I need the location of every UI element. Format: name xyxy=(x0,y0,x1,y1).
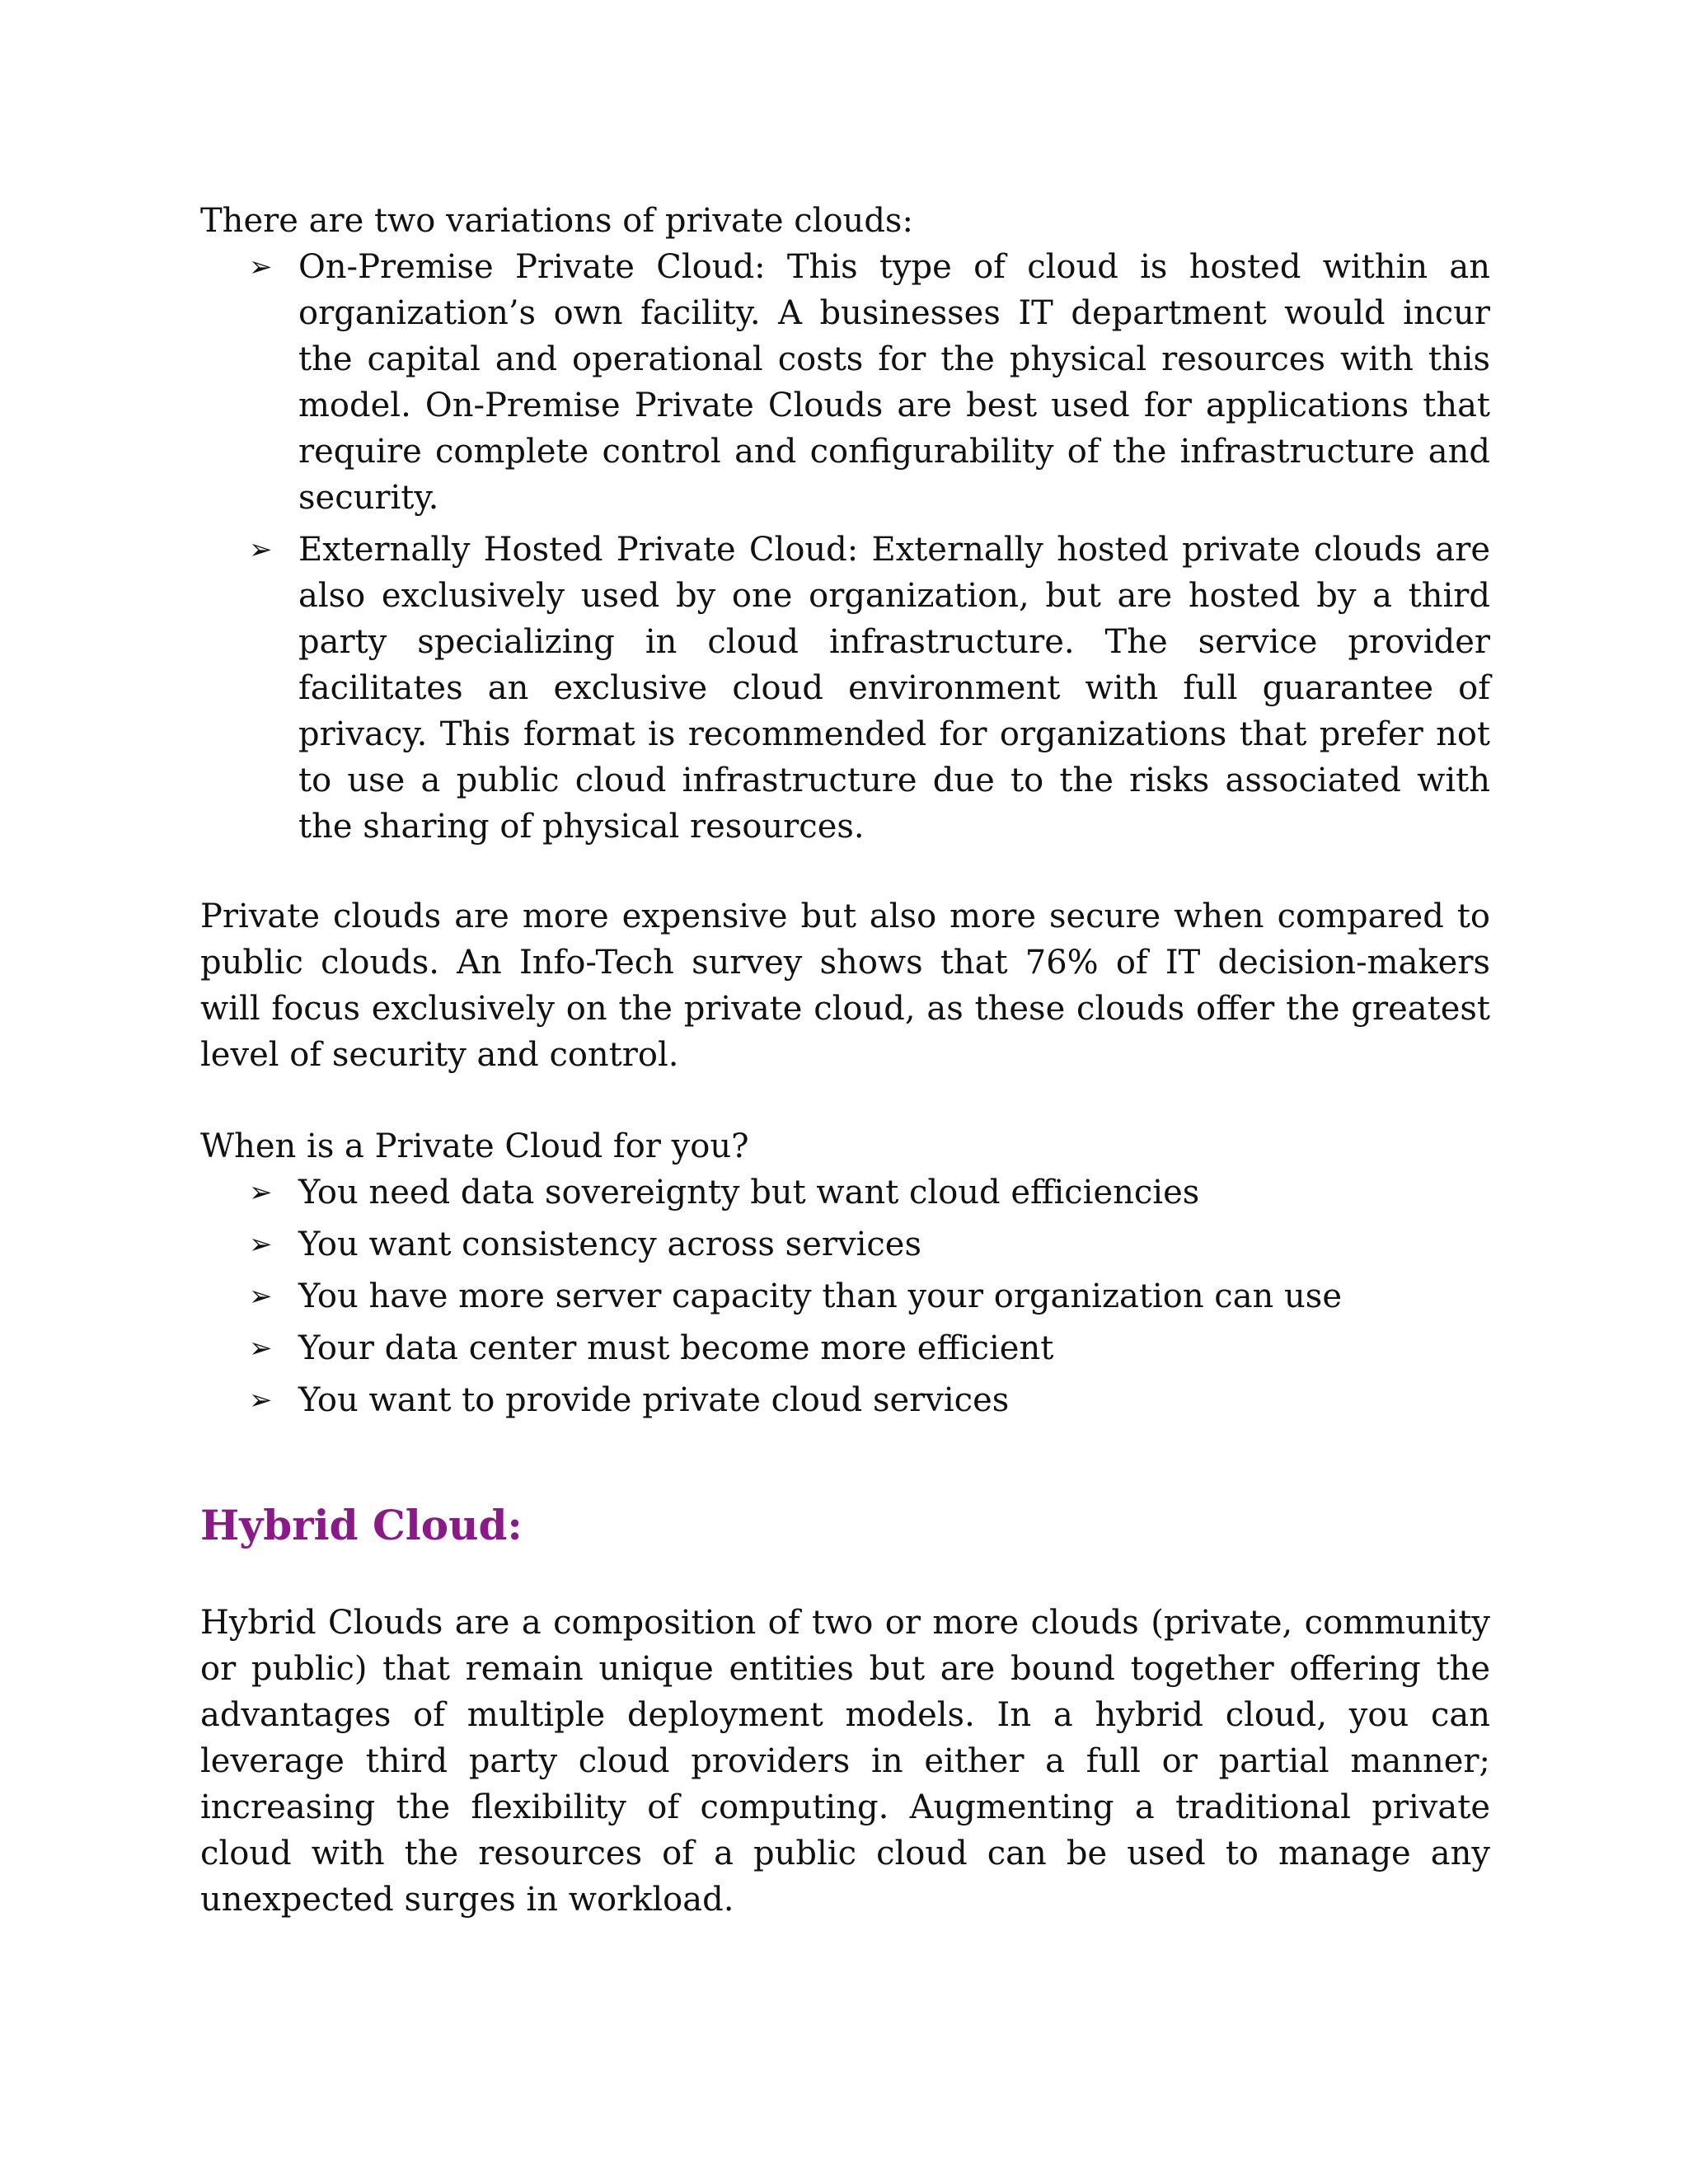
list-item-text: Externally Hosted Private Cloud: Externally hosted private clouds are also exclusively used by one organization, but are hosted by a third party specializing in cloud infrastructure. The service provider facilitates an exclusive cloud environment with full guarantee of privacy. This format is recommended for organizations that prefer not to use a public cloud infrastructure due to the risks associated with the sharing of physical resources. xyxy=(298,531,1490,846)
arrow-bullet-icon: ➢ xyxy=(249,1280,273,1313)
list-item-text: You want to provide private cloud services xyxy=(298,1381,1010,1419)
list-item-text: On-Premise Private Cloud: This type of cloud is hosted within an organization’s own facility. A businesses IT department would incur the capital and operational costs for the physical resources with this model. On-Premise Private Clouds are best used for applications that require complete control and configurability of the infrastructure and security. xyxy=(298,248,1490,517)
when-lead: When is a Private Cloud for you? xyxy=(200,1127,749,1165)
arrow-bullet-icon: ➢ xyxy=(249,1176,273,1209)
list-item xyxy=(249,1169,1490,1216)
list-item xyxy=(249,1325,1490,1371)
list-item xyxy=(249,1273,1490,1319)
list-item-text: You need data sovereignty but want cloud efficiencies xyxy=(298,1174,1200,1212)
list-item xyxy=(249,1377,1490,1423)
private-cloud-variations-list xyxy=(200,244,1490,850)
hybrid-cloud-heading: Hybrid Cloud: xyxy=(200,1501,523,1549)
arrow-bullet-icon: ➢ xyxy=(249,251,273,284)
list-item-text: Your data center must become more efficient xyxy=(298,1329,1054,1367)
list-item-text: You have more server capacity than your organization can use xyxy=(298,1277,1342,1315)
when-private-cloud-list xyxy=(200,1169,1490,1423)
arrow-bullet-icon: ➢ xyxy=(249,1332,273,1365)
arrow-bullet-icon: ➢ xyxy=(249,1384,273,1417)
arrow-bullet-icon: ➢ xyxy=(249,533,273,566)
document-page xyxy=(200,198,1490,1923)
list-item xyxy=(249,244,1490,521)
list-item-text: You want consistency across services xyxy=(298,1226,921,1263)
private-cloud-paragraph: Private clouds are more expensive but also more secure when compared to public clouds. An Info-Tech survey shows that 76% of IT decision-makers will focus exclusively on the private cloud, as these clouds offer the greatest level of security and control. xyxy=(200,898,1490,1074)
intro-lead: There are two variations of private clouds: xyxy=(200,202,913,240)
hybrid-cloud-paragraph: Hybrid Clouds are a composition of two or more clouds (private, community or public) that remain unique entities but are bound together offering the advantages of multiple deployment models. In a hybrid cloud, you can leverage third party cloud providers in either a full or partial manner; increasing the flexibility of computing. Augmenting a traditional private cloud with the resources of a public cloud can be used to manage any unexpected surges in workload. xyxy=(200,1604,1490,1919)
list-item xyxy=(249,527,1490,850)
list-item xyxy=(249,1221,1490,1268)
arrow-bullet-icon: ➢ xyxy=(249,1228,273,1261)
